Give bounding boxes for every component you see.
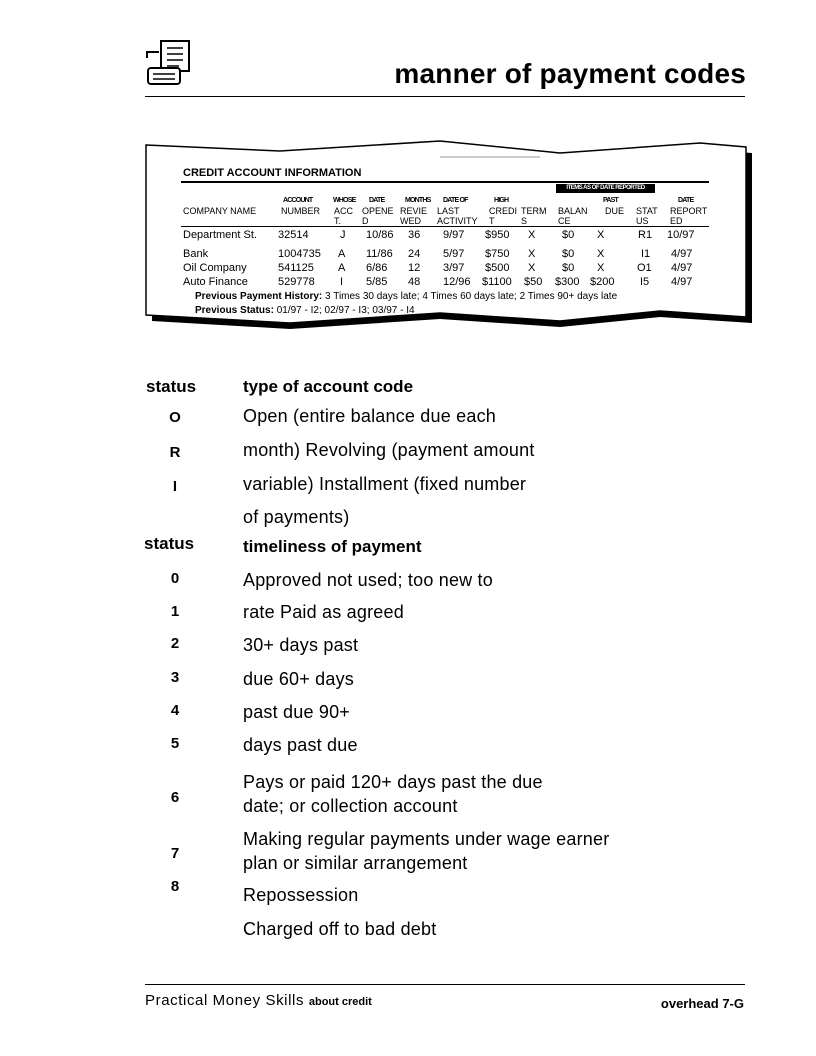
items-as-of-badge: ITEMS AS OF DATE REPORTED bbox=[556, 184, 655, 193]
timeliness-desc-line: Charged off to bad debt bbox=[243, 919, 437, 939]
account-type-heading: type of account code bbox=[243, 377, 414, 396]
history-label: Previous Payment History: bbox=[195, 291, 323, 302]
header-date-2: DATE bbox=[678, 197, 694, 204]
cell-opened: 11/86 bbox=[366, 248, 393, 260]
header-credit: CREDI bbox=[489, 206, 518, 216]
header-reviewed: REVIE bbox=[400, 206, 428, 216]
cell-past-due: $200 bbox=[590, 276, 615, 288]
history-text: 3 Times 30 days late; 4 Times 60 days late; 2 Times 90+ days late bbox=[322, 291, 618, 302]
account-code: O bbox=[169, 409, 181, 426]
cell-opened: 5/85 bbox=[366, 276, 388, 288]
previous-payment-history bbox=[195, 291, 617, 302]
cell-date-reported: 4/97 bbox=[671, 262, 693, 274]
footer-brand bbox=[145, 992, 372, 1009]
header-reviewed-cont: WED bbox=[400, 216, 421, 226]
cell-opened: 6/86 bbox=[366, 262, 388, 274]
cell-company: Oil Company bbox=[183, 262, 247, 274]
account-status-heading: status bbox=[146, 377, 197, 396]
cell-past-due: X bbox=[597, 262, 605, 274]
previous-status bbox=[195, 305, 415, 316]
account-desc-line: month) Revolving (payment amount bbox=[243, 440, 535, 460]
footer-divider bbox=[145, 984, 745, 985]
report-title-rule bbox=[181, 181, 709, 183]
timeliness-code: 5 bbox=[170, 735, 180, 752]
cell-status: I1 bbox=[641, 248, 651, 260]
cell-number: 32514 bbox=[278, 229, 309, 241]
cell-last-activity: 9/97 bbox=[443, 229, 465, 241]
header-opened: OPENE bbox=[362, 206, 394, 216]
header-acc: ACC bbox=[334, 206, 354, 216]
cell-months: 36 bbox=[408, 229, 421, 241]
header-credit-cont: T bbox=[489, 216, 495, 226]
status-text: 01/97 - I2; 02/97 - I3; 03/97 - I4 bbox=[273, 305, 415, 316]
document-stack-icon bbox=[145, 40, 195, 88]
page-title: manner of payment codes bbox=[394, 58, 746, 89]
header-reported-cont: ED bbox=[670, 216, 683, 226]
timeliness-desc-line: date; or collection account bbox=[243, 796, 458, 816]
timeliness-desc-line: past due 90+ bbox=[243, 702, 350, 722]
timeliness-code: 8 bbox=[170, 878, 180, 895]
header-due: DUE bbox=[605, 206, 625, 216]
timeliness-desc-line: Pays or paid 120+ days past the due bbox=[243, 772, 543, 792]
header-status-cont: US bbox=[636, 216, 649, 226]
cell-status: O1 bbox=[637, 262, 652, 274]
timeliness-heading: timeliness of payment bbox=[243, 537, 422, 556]
cell-high-credit: $500 bbox=[485, 262, 510, 274]
cell-balance: $0 bbox=[562, 262, 575, 274]
header-date: DATE bbox=[369, 197, 385, 204]
overhead-code: overhead 7-G bbox=[660, 996, 744, 1011]
cell-number: 541125 bbox=[278, 262, 314, 274]
header-terms-cont: S bbox=[521, 216, 528, 226]
cell-last-activity: 5/97 bbox=[443, 248, 465, 260]
timeliness-desc-line: plan or similar arrangement bbox=[243, 853, 468, 873]
cell-months: 48 bbox=[408, 276, 421, 288]
cell-date-reported: 4/97 bbox=[671, 248, 693, 260]
cell-high-credit: $750 bbox=[485, 248, 510, 260]
cell-terms: X bbox=[528, 229, 536, 241]
header-reported: REPORT bbox=[670, 206, 708, 216]
timeliness-code: 1 bbox=[170, 603, 180, 620]
cell-last-activity: 3/97 bbox=[443, 262, 465, 274]
cell-high-credit: $950 bbox=[485, 229, 510, 241]
cell-company: Department St. bbox=[183, 229, 257, 241]
cell-company: Bank bbox=[183, 248, 209, 260]
header-whose: WHOSE bbox=[333, 197, 356, 204]
timeliness-code: 6 bbox=[170, 789, 180, 806]
header-high: HIGH bbox=[494, 197, 509, 204]
cell-terms: X bbox=[528, 262, 536, 274]
timeliness-desc-line: 30+ days past bbox=[243, 635, 359, 655]
timeliness-desc-line: days past due bbox=[243, 735, 358, 755]
timeliness-code: 7 bbox=[170, 845, 180, 862]
footer-subtitle: about credit bbox=[308, 996, 372, 1008]
timeliness-desc-line: Repossession bbox=[243, 885, 359, 905]
footer-brand-name: Practical Money Skills bbox=[145, 992, 305, 1009]
header-date-of: DATE OF bbox=[443, 197, 468, 204]
header-past: PAST bbox=[603, 197, 618, 204]
timeliness-desc-line: Making regular payments under wage earner bbox=[243, 829, 610, 849]
cell-company: Auto Finance bbox=[183, 276, 248, 288]
title-divider bbox=[145, 96, 745, 97]
cell-high-credit: $1100 bbox=[482, 276, 512, 288]
cell-whose: A bbox=[338, 262, 346, 274]
header-account: ACCOUNT bbox=[283, 197, 313, 204]
timeliness-status-heading: status bbox=[144, 534, 195, 553]
cell-date-reported: 10/97 bbox=[667, 229, 695, 241]
timeliness-desc-line: rate Paid as agreed bbox=[243, 602, 404, 622]
report-title: CREDIT ACCOUNT INFORMATION bbox=[183, 167, 362, 179]
timeliness-code: 0 bbox=[170, 570, 180, 587]
timeliness-desc-line: Approved not used; too new to bbox=[243, 570, 493, 590]
table-header-rule bbox=[181, 226, 709, 227]
header-company-name: COMPANY NAME bbox=[183, 206, 257, 216]
account-desc-line: Open (entire balance due each bbox=[243, 406, 496, 426]
cell-past-due: X bbox=[597, 229, 605, 241]
cell-number: 1004735 bbox=[278, 248, 321, 260]
header-opened-cont: D bbox=[362, 216, 369, 226]
header-status: STAT bbox=[636, 206, 658, 216]
header-number: NUMBER bbox=[281, 206, 321, 216]
cell-status: I5 bbox=[640, 276, 650, 288]
cell-whose: I bbox=[340, 276, 344, 288]
header-activity: ACTIVITY bbox=[437, 216, 478, 226]
cell-months: 24 bbox=[408, 248, 421, 260]
account-code: I bbox=[172, 478, 178, 495]
cell-months: 12 bbox=[408, 262, 421, 274]
cell-date-reported: 4/97 bbox=[671, 276, 693, 288]
account-code: R bbox=[169, 444, 181, 461]
timeliness-desc-line: due 60+ days bbox=[243, 669, 354, 689]
header-balance: BALAN bbox=[558, 206, 588, 216]
header-last: LAST bbox=[437, 206, 460, 216]
cell-number: 529778 bbox=[278, 276, 315, 288]
header-balance-cont: CE bbox=[558, 216, 571, 226]
cell-terms: $50 bbox=[524, 276, 543, 288]
cell-terms: X bbox=[528, 248, 536, 260]
cell-last-activity: 12/96 bbox=[443, 276, 471, 288]
cell-balance: $0 bbox=[562, 248, 575, 260]
cell-balance: $300 bbox=[555, 276, 580, 288]
header-months: MONTHS bbox=[405, 197, 431, 204]
timeliness-code: 4 bbox=[170, 702, 180, 719]
header-terms: TERM bbox=[521, 206, 547, 216]
cell-opened: 10/86 bbox=[366, 229, 394, 241]
account-desc-line: of payments) bbox=[243, 507, 350, 527]
status-label: Previous Status: bbox=[195, 305, 274, 316]
timeliness-code: 3 bbox=[170, 669, 180, 686]
cell-whose: A bbox=[338, 248, 346, 260]
account-desc-line: variable) Installment (fixed number bbox=[243, 474, 527, 494]
cell-balance: $0 bbox=[562, 229, 575, 241]
cell-status: R1 bbox=[638, 229, 653, 241]
timeliness-code: 2 bbox=[170, 635, 180, 652]
cell-past-due: X bbox=[597, 248, 605, 260]
cell-whose: J bbox=[340, 229, 346, 241]
header-acc-cont: T. bbox=[334, 216, 342, 226]
